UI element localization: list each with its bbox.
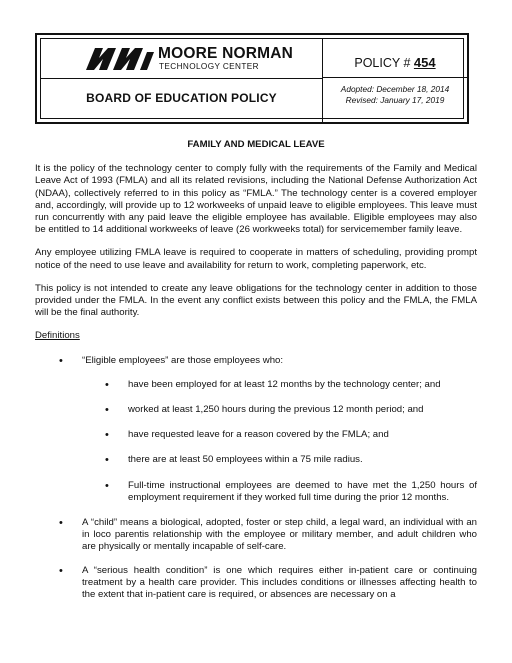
criteria-item: • have requested leave for a reason covered by the FMLA; and xyxy=(82,429,477,441)
criteria-item: • Full-time instructional employees are deemed to have met the 1,250 hours of employment requirement if they worked full time during the prior 12 months. xyxy=(82,480,477,504)
document-title: FAMILY AND MEDICAL LEAVE xyxy=(187,139,325,150)
definition-text: “Eligible employees” are those employees who: xyxy=(82,354,284,366)
policy-header-inner xyxy=(40,38,464,119)
header-right-panel xyxy=(323,39,467,122)
definition-item: • A “child” means a biological, adopted, foster or step child, a legal ward, an individual with an in loco parentis relationship with the employee or military member, and adult children who are physically or mentally incapable of self-care. xyxy=(35,517,477,554)
definitions-heading: Definitions xyxy=(35,330,80,342)
brand-block xyxy=(41,39,322,79)
eligibility-criteria-list xyxy=(82,379,477,504)
paragraph-obligations: This policy is not intended to create any leave obligations for the technology center in addition to those provided under the FMLA. In the event any conflict exists between this policy and the FMLA, the FMLA will be the final authority. xyxy=(35,282,477,319)
brand-name: MOORE NORMAN xyxy=(158,45,294,62)
definition-item xyxy=(35,355,477,504)
criteria-item: • worked at least 1,250 hours during the previous 12 month period; and xyxy=(82,404,477,416)
paragraph-policy-statement: It is the policy of the technology center to comply fully with the requirements of the Family and Medical Leave Act of 1993 (FMLA) and all its related revisions, including the National Defense Authorization Act (NDAA), collectively referred to in this policy as “FMLA.” The technology center is a covered employer and, accordingly, will provide up to 12 workweeks of unpaid leave to eligible employees. This leave must run concurrently with any paid leave the eligible employee has available. Eligible employees may also be entitled to 14 additional workweeks of leave (26 workweeks total) for servicemember family leave. xyxy=(35,163,477,236)
adopted-date: Adopted: December 18, 2014 xyxy=(340,84,450,94)
criteria-item: • there are at least 50 employees within a 75 mile radius. xyxy=(82,454,477,466)
policy-label: POLICY # xyxy=(354,56,414,70)
policy-header xyxy=(35,33,469,124)
revised-date: Revised: January 17, 2019 xyxy=(345,95,445,105)
policy-body xyxy=(35,139,477,612)
paragraph-cooperation: Any employee utilizing FMLA leave is required to cooperate in matters of scheduling, providing prompt notice of the need to use leave and availability for return to work, completing paperwork, etc. xyxy=(35,247,477,271)
criteria-item: • have been employed for at least 12 months by the technology center; and xyxy=(82,379,477,391)
policy-number: 454 xyxy=(413,55,436,70)
policy-type-label: BOARD OF EDUCATION POLICY xyxy=(86,91,277,105)
moore-norman-logo-icon xyxy=(86,46,154,70)
definition-item: • A “serious health condition” is one which requires either in-patient care or continuing treatment by a health care provider. This includes conditions or illnesses affecting health to the extent that in-patient care is required, or absences are necessary on a xyxy=(35,565,477,602)
header-left-panel xyxy=(41,39,323,122)
brand-subtitle: TECHNOLOGY CENTER xyxy=(159,62,259,71)
definitions-list xyxy=(35,355,477,602)
policy-number-line xyxy=(323,55,467,70)
header-divider xyxy=(323,77,467,78)
